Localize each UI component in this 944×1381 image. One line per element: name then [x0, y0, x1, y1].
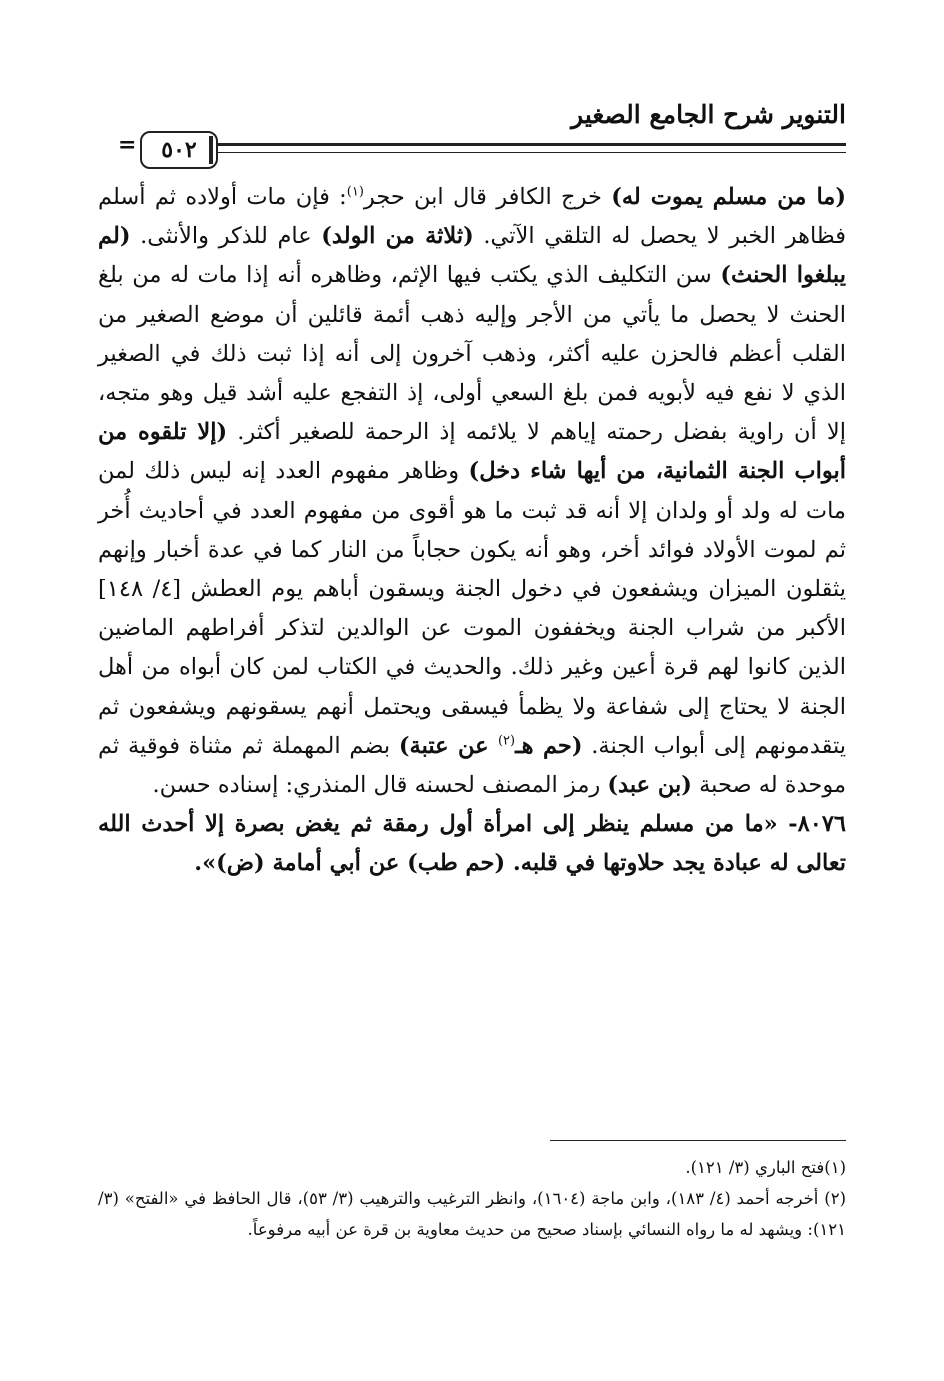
text-segment: خرج الكافر قال ابن حجر — [363, 184, 612, 210]
source-code: (حم هـ — [515, 732, 583, 759]
page-number: ٥٠٢ — [140, 131, 218, 169]
quote-segment: (ثلاثة من الولد) — [321, 223, 474, 250]
footnotes — [98, 1152, 846, 1245]
commentary-paragraph — [98, 178, 846, 805]
quote-segment: (ما من مسلم يموت له) — [611, 184, 846, 210]
book-title: التنوير شرح الجامع الصغير — [571, 100, 846, 129]
text-segment: وظاهر مفهوم العدد إنه ليس ذلك لمن مات له ولد أو ولدان إلا أنه قد ثبت ما هو أقوى من مفهوم العدد في أحاديث أُخر ثم لموت الأولاد فوائد أخر، وهو أنه يكون حجاباً من النار كما في عدة أخبار وإنهم يثقلون الميزان ويشفعون في دخول الجنة ويسقون أباهم يوم العطش [٤/ ١٤٨] الأكبر من شراب الجنة ويخففون الموت عن الوالدين لتذكر أفراطهم الماضين الذين كانوا لهم قرة أعين وغير ذلك. والحديث في الكتاب لمن كان أبواه من أهل الجنة لا يحتاج إلى شفاعة ولا يظمأ فيسقى ويحتمل أنهم يسقونهم ويشفعون ثم يتقدمونهم إلى أبواب الجنة. — [98, 458, 847, 759]
quote-segment: (لم يبلغوا الحنث) — [98, 223, 846, 289]
footnote-ref-2[interactable]: (٢) — [497, 733, 516, 749]
source-name: (بن عبد) — [607, 772, 692, 799]
header-rule-thin — [212, 152, 846, 153]
text-segment: رمز المصنف لحسنه قال المنذري: إسناده حسن. — [152, 772, 608, 799]
header-rule-thick — [212, 143, 846, 146]
main-text — [98, 178, 846, 884]
text-segment: سن التكليف الذي يكتب فيها الإثم، وظاهره أنه إذا مات له من بلغ الحنث لا يحصل ما يأتي من الأجر وإليه ذهب أئمة قائلين أن موضع الصغير من القلب أعظم فالحزن عليه أكثر، وذهب آخرون إلى أنه إذا ثبت ذلك في الصغير الذي لا نفع فيه لأبويه فمن بلغ السعي أولى، إذ التفجع عليه أشد قيل وهو متجه، إلا أن راوية بفضل رحمته إياهم لا يلائمه إذ الرحمة للصغير أكثر. — [98, 262, 846, 446]
hadith-8076: ٨٠٧٦- «ما من مسلم ينظر إلى امرأة أول رمقة ثم يغض بصرة إلا أحدث الله تعالى له عبادة يجد حلاوتها في قلبه. (حم طب) عن أبي أمامة (ض)». — [98, 811, 846, 877]
quote-segment: (إلا تلقوه من أبواب الجنة الثمانية، من أيها شاء دخل) — [98, 419, 846, 485]
text-segment: عام للذكر والأنثى. — [130, 223, 322, 250]
footnote-1: (١)فتح الباري (٣/ ١٢١). — [685, 1158, 846, 1177]
footnote-2: (٢) أخرجه أحمد (٤/ ١٨٣)، وابن ماجة (١٦٠٤)، وانظر الترغيب والترهيب (٣/ ٥٣)، قال الحافظ في «الفتح» (٣/ ١٢١): ويشهد له ما رواه النسائي بإسناد صحيح من حديث معاوية بن قرة عن أبيه مرفوعاً. — [98, 1189, 847, 1239]
page-number-mark: = — [118, 132, 137, 158]
footnote-separator — [550, 1140, 846, 1141]
footnote-ref-1[interactable]: (١) — [346, 184, 364, 200]
source-name: عن عتبة) — [398, 732, 498, 759]
text-segment: بضم المهملة ثم مثناة فوقية ثم موحدة له صحبة — [98, 732, 846, 799]
text-segment: : فإن مات أولاده ثم أسلم فظاهر الخبر لا يحصل له التلقي الآتي. — [98, 184, 847, 250]
